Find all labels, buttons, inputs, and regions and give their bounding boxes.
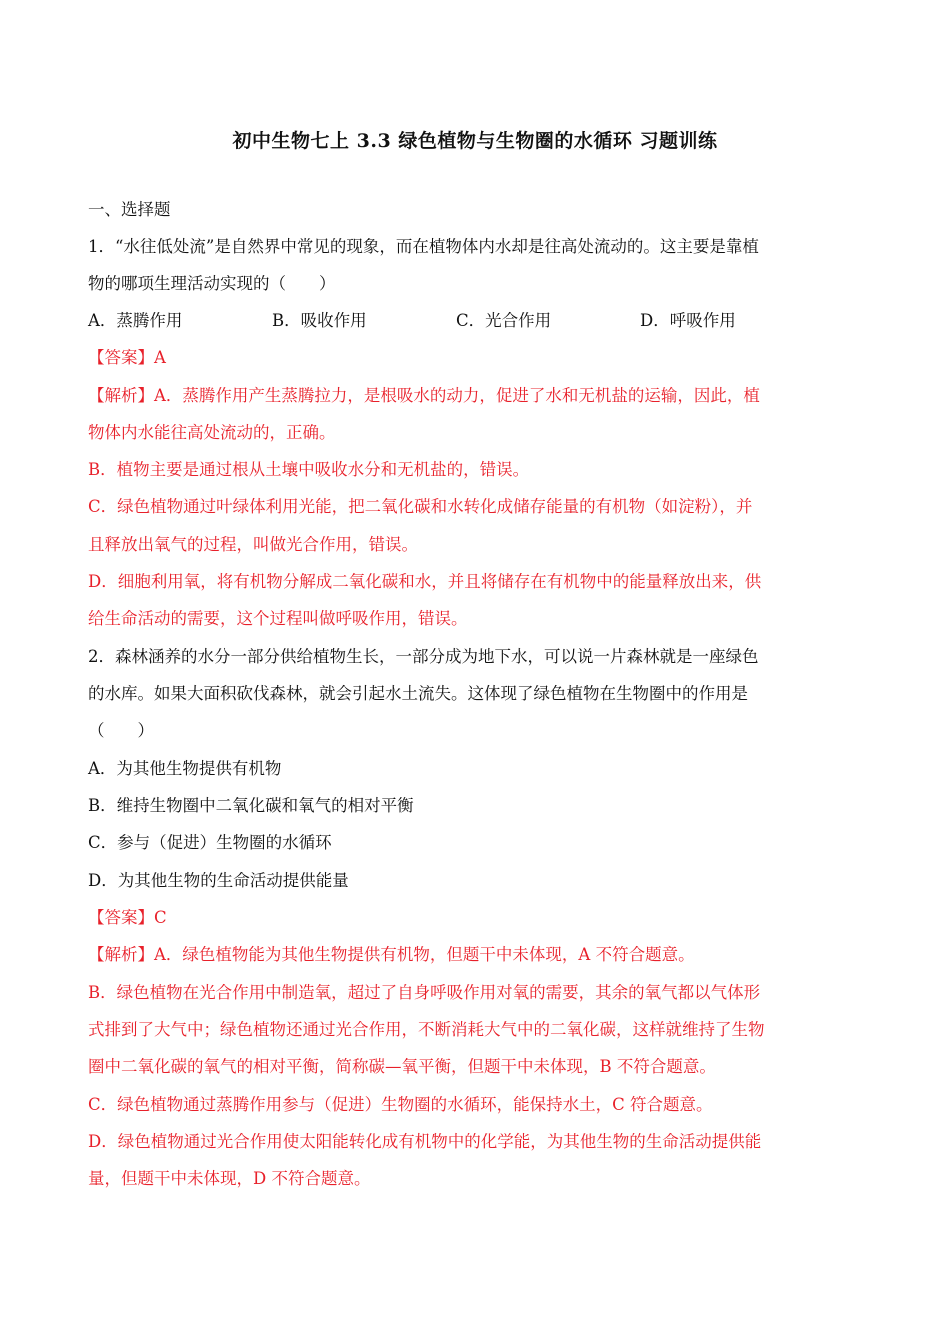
q2-analysis-line: 式排到了大气中；绿色植物还通过光合作用，不断消耗大气中的二氧化碳，这样就维持了生物 [88,1020,765,1039]
q1-option-c: C．光合作用 [456,311,552,330]
q1-option-b: B．吸收作用 [272,311,367,330]
q2-analysis-line: 量，但题干中未体现，D 不符合题意。 [88,1169,371,1188]
q1-option-a: A．蒸腾作用 [88,311,183,330]
q2-option-b: B．维持生物圈中二氧化碳和氧气的相对平衡 [88,796,414,815]
q2-stem-line-3: （ ） [88,721,154,740]
q2-analysis-line: 【解析】A．绿色植物能为其他生物提供有机物，但题干中未体现，A 不符合题意。 [88,945,695,964]
q2-option-a: A．为其他生物提供有机物 [88,759,282,778]
q1-analysis-line: B．植物主要是通过根从土壤中吸收水分和无机盐的，错误。 [88,460,530,479]
q1-stem-line-2: 物的哪项生理活动实现的（ ） [88,274,336,293]
page-title: 初中生物七上 3.3 绿色植物与生物圈的水循环 习题训练 [232,130,718,152]
q2-analysis-line: B．绿色植物在光合作用中制造氧，超过了自身呼吸作用对氧的需要，其余的氧气都以气体形 [88,983,761,1002]
q2-stem-line-1: 2．森林涵养的水分一部分供给植物生长，一部分成为地下水，可以说一片森林就是一座绿色 [88,647,759,666]
q2-option-c: C．参与（促进）生物圈的水循环 [88,833,332,852]
q1-answer: 【答案】A [88,348,166,367]
q1-analysis-line: C．绿色植物通过叶绿体利用光能，把二氧化碳和水转化成储存能量的有机物（如淀粉），并 [88,497,753,516]
q1-analysis-line: D．细胞利用氧，将有机物分解成二氧化碳和水，并且将储存在有机物中的能量释放出来，供 [88,572,762,591]
q2-analysis-line: D．绿色植物通过光合作用使太阳能转化成有机物中的化学能，为其他生物的生命活动提供能 [88,1132,762,1151]
q1-stem-line-1: 1．“水往低处流”是自然界中常见的现象，而在植物体内水却是往高处流动的。这主要是靠植 [88,237,759,256]
q2-stem-line-2: 的水库。如果大面积砍伐森林，就会引起水土流失。这体现了绿色植物在生物圈中的作用是 [88,684,748,703]
q2-option-d: D．为其他生物的生命活动提供能量 [88,871,349,890]
q1-option-d: D．呼吸作用 [640,311,736,330]
q2-analysis-line: C．绿色植物通过蒸腾作用参与（促进）生物圈的水循环，能保持水土，C 符合题意。 [88,1095,713,1114]
q2-answer: 【答案】C [88,908,167,927]
q2-analysis-line: 圈中二氧化碳的氧气的相对平衡，简称碳—氧平衡，但题干中未体现，B 不符合题意。 [88,1057,716,1076]
q1-analysis-line: 物体内水能往高处流动的，正确。 [88,423,336,442]
q1-analysis-line: 给生命活动的需要，这个过程叫做呼吸作用，错误。 [88,609,468,628]
q1-analysis-line: 【解析】A．蒸腾作用产生蒸腾拉力，是根吸水的动力，促进了水和无机盐的运输，因此，植 [88,386,760,405]
section-heading: 一、选择题 [88,200,171,219]
q1-analysis-line: 且释放出氧气的过程，叫做光合作用，错误。 [88,535,418,554]
